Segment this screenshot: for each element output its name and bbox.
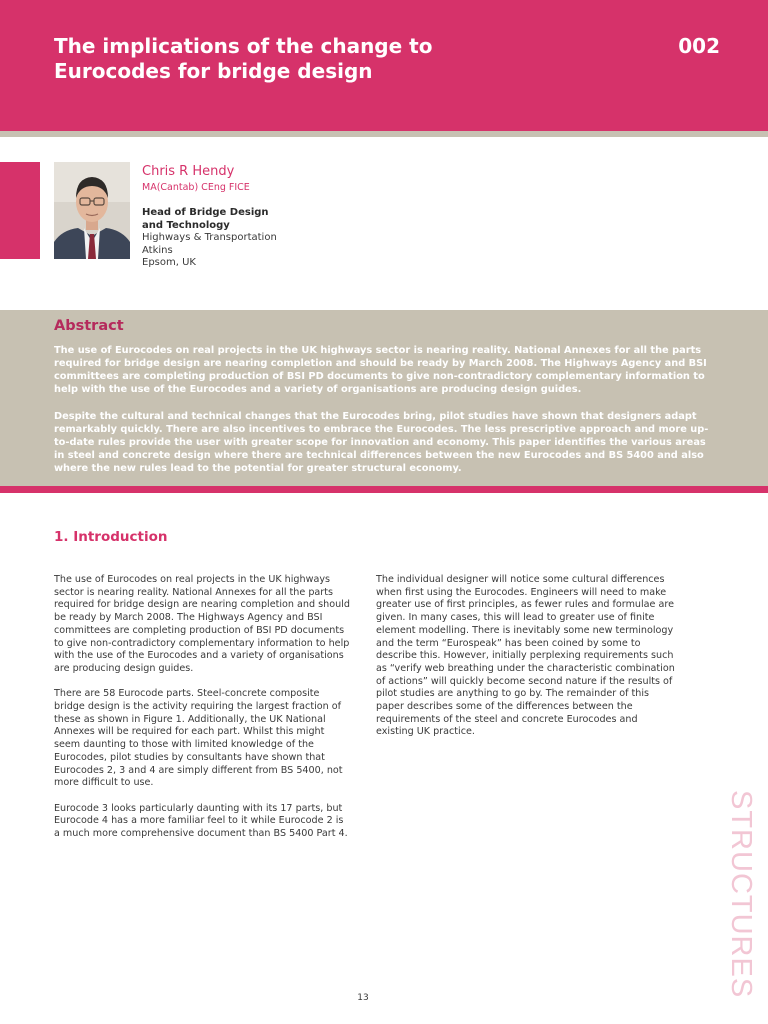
author-department: Highways & Transportation <box>142 232 277 243</box>
issue-number: 002 <box>678 34 720 58</box>
abstract-heading: Abstract <box>54 318 124 334</box>
body-column-right <box>376 574 676 752</box>
header-divider <box>0 131 768 137</box>
body-paragraph: The use of Eurocodes on real projects in the UK highways sector is nearing reality. National Annexes for all the parts required for bridge design are nearing completion and should be ready by March 2008. The Highways Agency and BSI committees are completing production of BSI PD documents to give non-contradictory complementary information to help with the use of the Eurocodes and a variety of organisations are producing design guides. <box>54 574 350 674</box>
paper-title <box>54 34 614 84</box>
body-paragraph: There are 58 Eurocode parts. Steel-concrete composite bridge design is the activity requiring the largest fraction of these as shown in Figure 1. Additionally, the UK National Annexes will be required for each part. Whilst this might seem daunting to those with limited knowledge of the Eurocodes, pilot studies by consultants have shown that Eurocodes 2, 3 and 4 are simply different from BS 5400, not more difficult to use. <box>54 688 343 789</box>
body-paragraph: Eurocode 3 looks particularly daunting with its 17 parts, but Eurocode 4 has a more familiar feel to it while Eurocode 2 is a much more comprehensive document than BS 5400 Part 4. <box>54 802 348 840</box>
section-side-label-text: STRUCTURES <box>725 790 757 999</box>
body-column-left <box>54 574 350 853</box>
abstract-paragraph-1: The use of Eurocodes on real projects in the UK highways sector is nearing reality. National Annexes for all the parts required for bridge design are nearing completion and should be ready by March 2008. The Highways Agency and BSI committees are completing production of BSI PD documents to give non-contradictory complementary information to help with the use of the Eurocodes and a variety of organisations are producing design guides. <box>54 345 707 395</box>
author-qualifications: MA(Cantab) CEng FICE <box>142 182 250 193</box>
author-accent-tab <box>0 162 40 259</box>
author-location: Epsom, UK <box>142 257 196 269</box>
author-info <box>142 163 402 270</box>
author-company: Atkins <box>142 244 173 256</box>
author-name: Chris R Hendy <box>142 164 235 179</box>
section-side-label <box>718 788 766 1008</box>
page-number: 13 <box>357 993 369 1003</box>
author-role: Head of Bridge Design and Technology <box>142 207 269 231</box>
paper-title-line-1: The implications of the change to <box>54 34 433 58</box>
author-photo <box>54 162 130 259</box>
abstract-paragraph-2: Despite the cultural and technical changes that the Eurocodes bring, pilot studies have shown that designers adapt remarkably quickly. There are also incentives to embrace the Eurocodes. The less prescriptive approach and more up-to-date rules provide the user with greater scope for innovation and economy. This paper identifies the various areas in steel and concrete design where there are technical differences between the new Eurocodes and BS 5400 and also where the new rules lead to the potential for greater structural economy. <box>54 411 709 474</box>
paper-title-line-2: Eurocodes for bridge design <box>54 59 373 83</box>
body-paragraph: The individual designer will notice some cultural differences when first using the Eurocodes. Engineers will need to make greater use of first principles, as fewer rules and formulae are given. In many cases, this will lead to greater use of finite element modelling. There is inevitably some new terminology and the term “Eurospeak” has been coined by some to describe this. However, initially perplexing requirements such as “verify web breathing under the characteristic combination of actions” will quickly become second nature if the results of pilot studies are anything to go by. The remainder of this paper describes some of the differences between the requirements of the steel and concrete Eurocodes and existing UK practice. <box>376 574 675 738</box>
section-heading-introduction: 1. Introduction <box>54 529 168 545</box>
abstract-divider <box>0 486 768 493</box>
